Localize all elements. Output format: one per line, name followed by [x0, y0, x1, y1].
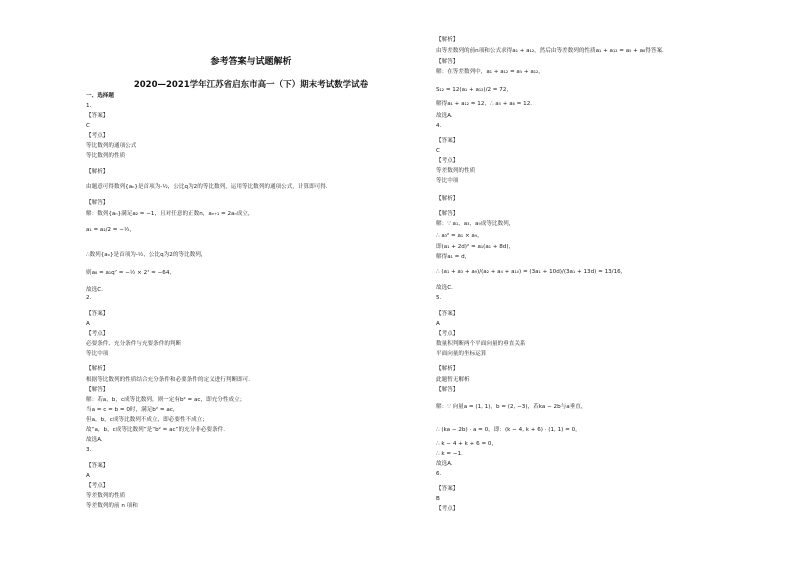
document-title: 参考答案与试题解析	[210, 57, 292, 67]
text-line: 【解析】	[436, 366, 459, 372]
text-line: 解得a₁ = d，	[436, 254, 471, 260]
text-line: A	[436, 321, 440, 327]
text-line: 【解析】	[86, 366, 109, 372]
text-line: 故选A.	[86, 437, 103, 443]
text-line: 即(a₁ + 2d)² = a₁(a₁ + 8d)，	[436, 244, 515, 250]
text-line: 【解析】	[86, 169, 109, 175]
text-line: 等比数列的通项公式	[86, 143, 137, 149]
text-line: A	[86, 321, 90, 327]
text-line: 【考点】	[436, 158, 459, 164]
text-line: 1.	[86, 103, 92, 109]
text-line: 由题意可得数列{aₙ}是首项为-½，公比q为2的等比数列，运用等比数列的通项公式，计算即可得.	[86, 184, 328, 190]
text-line: B	[436, 496, 440, 502]
text-line: 【答案】	[86, 311, 109, 317]
text-line: ∴ (a₁ + a₃ + a₉)/(a₂ + a₄ + a₁₀) = (3a₁ + 10d)/(3a₁ + 13d) = 13/16，	[436, 269, 627, 275]
text-line: 6.	[436, 471, 442, 477]
text-line: 4.	[436, 123, 442, 129]
text-line: ∴ k − 4 + k + 6 = 0，	[436, 441, 498, 447]
text-line: 故“a，b，c成等比数列”是“b² = ac”的充分非必要条件.	[86, 427, 226, 433]
text-line: 解：若a，b，c成等比数列，则一定有b² = ac，即充分性成立；	[86, 397, 246, 403]
text-line: 数量积判断两个平面向量的垂直关系	[436, 341, 526, 347]
text-line: 故选C.	[436, 285, 453, 291]
text-line: 【解析】	[436, 37, 459, 43]
text-line: 解：数列{aₙ}满足a₂ = −1，且对任意的正数n，aₙ₊₁ = 2aₙ成立，	[86, 211, 254, 217]
text-line: ∴ (ka − 2b) · a = 0，即：(k − 4, k + 6) · (1, 1) = 0，	[436, 427, 581, 433]
text-line: 【答案】	[436, 486, 459, 492]
text-line: 2.	[86, 295, 92, 301]
text-line: 【解析】	[436, 196, 459, 202]
text-line: 故选C.	[86, 287, 103, 293]
text-line: 等差数列的性质	[86, 493, 126, 499]
text-line: 平面向量的坐标运算	[436, 351, 487, 357]
text-line: 【答案】	[86, 463, 109, 469]
text-line: ∴ k = −1.	[436, 451, 463, 457]
text-line: 解：∵ 向量a = (1, 1)，b = (2, −3)，若ka − 2b与a垂直，	[436, 404, 587, 410]
text-line: 【考点】	[86, 483, 109, 489]
text-line: 3.	[86, 447, 92, 453]
text-line: 等差数列的前 n 项和	[86, 503, 138, 509]
text-line: 等比中项	[86, 351, 109, 357]
text-line: 【答案】	[436, 311, 459, 317]
text-line: 【解答】	[436, 387, 459, 393]
text-line: A	[86, 473, 90, 479]
text-line: 【考点】	[436, 331, 459, 337]
text-line: 解得a₁ + a₁₂ = 12，∴ a₅ + a₈ = 12.	[436, 101, 533, 107]
text-line: ∴数列{aₙ}是首项为-½，公比q为2的等比数列，	[86, 252, 207, 258]
text-line: 必要条件、充分条件与充要条件的判断	[86, 341, 182, 347]
text-line: 故选A.	[436, 113, 453, 119]
text-line: 解：∵ a₁，a₃，a₉成等比数列，	[436, 221, 515, 227]
text-line: 故选A.	[436, 461, 453, 467]
text-line: 解：在等差数列中，a₁ + a₁₂ = a₅ + a₁₂，	[436, 69, 544, 75]
text-line: 等比数列的性质	[86, 153, 126, 159]
text-line: S₁₂ = 12(a₁ + a₁₂)/2 = 72，	[436, 87, 512, 93]
text-line: 5.	[436, 295, 442, 301]
text-line: 【考点】	[436, 506, 459, 512]
text-line: 但a，b，c成等比数列不成立，即必要性不成立；	[86, 417, 208, 423]
text-line: 【解答】	[436, 211, 459, 217]
text-line: 【答案】	[86, 113, 109, 119]
text-line: 当a = c = b = 0时，满足b² = ac，	[86, 407, 179, 413]
text-line: 根据等比数列的性质结合充分条件和必要条件的定义进行判断即可.	[86, 377, 250, 383]
text-line: 【考点】	[86, 331, 109, 337]
text-line: 由等差数列的前n项和公式求得a₁ + a₁₂，然后由等差数列的性质a₁ + a₁₂ = a₅ + a₈得答案.	[436, 48, 664, 54]
text-line: 【解答】	[86, 200, 109, 206]
text-line: 【解答】	[436, 59, 459, 65]
text-line: C	[86, 123, 90, 129]
text-line: a₁ = a₂/2 = −½，	[86, 227, 135, 233]
text-line: 【解答】	[86, 387, 109, 393]
text-line: 【答案】	[436, 138, 459, 144]
text-line: 等差数列的性质	[436, 168, 476, 174]
text-line: 等比中项	[436, 178, 459, 184]
text-line: 则a₈ = a₁q⁷ = −½ × 2⁷ = −64，	[86, 270, 176, 276]
text-line: 此题暂无解析	[436, 377, 470, 383]
text-line: 【考点】	[86, 133, 109, 139]
text-line: 一、选择题	[86, 93, 114, 99]
text-line: C	[436, 148, 440, 154]
document-subtitle: 2020—2021学年江苏省启东市高一（下）期末考试数学试卷	[133, 80, 369, 90]
text-line: ∴ a₃² = a₁ × a₉，	[436, 233, 483, 239]
